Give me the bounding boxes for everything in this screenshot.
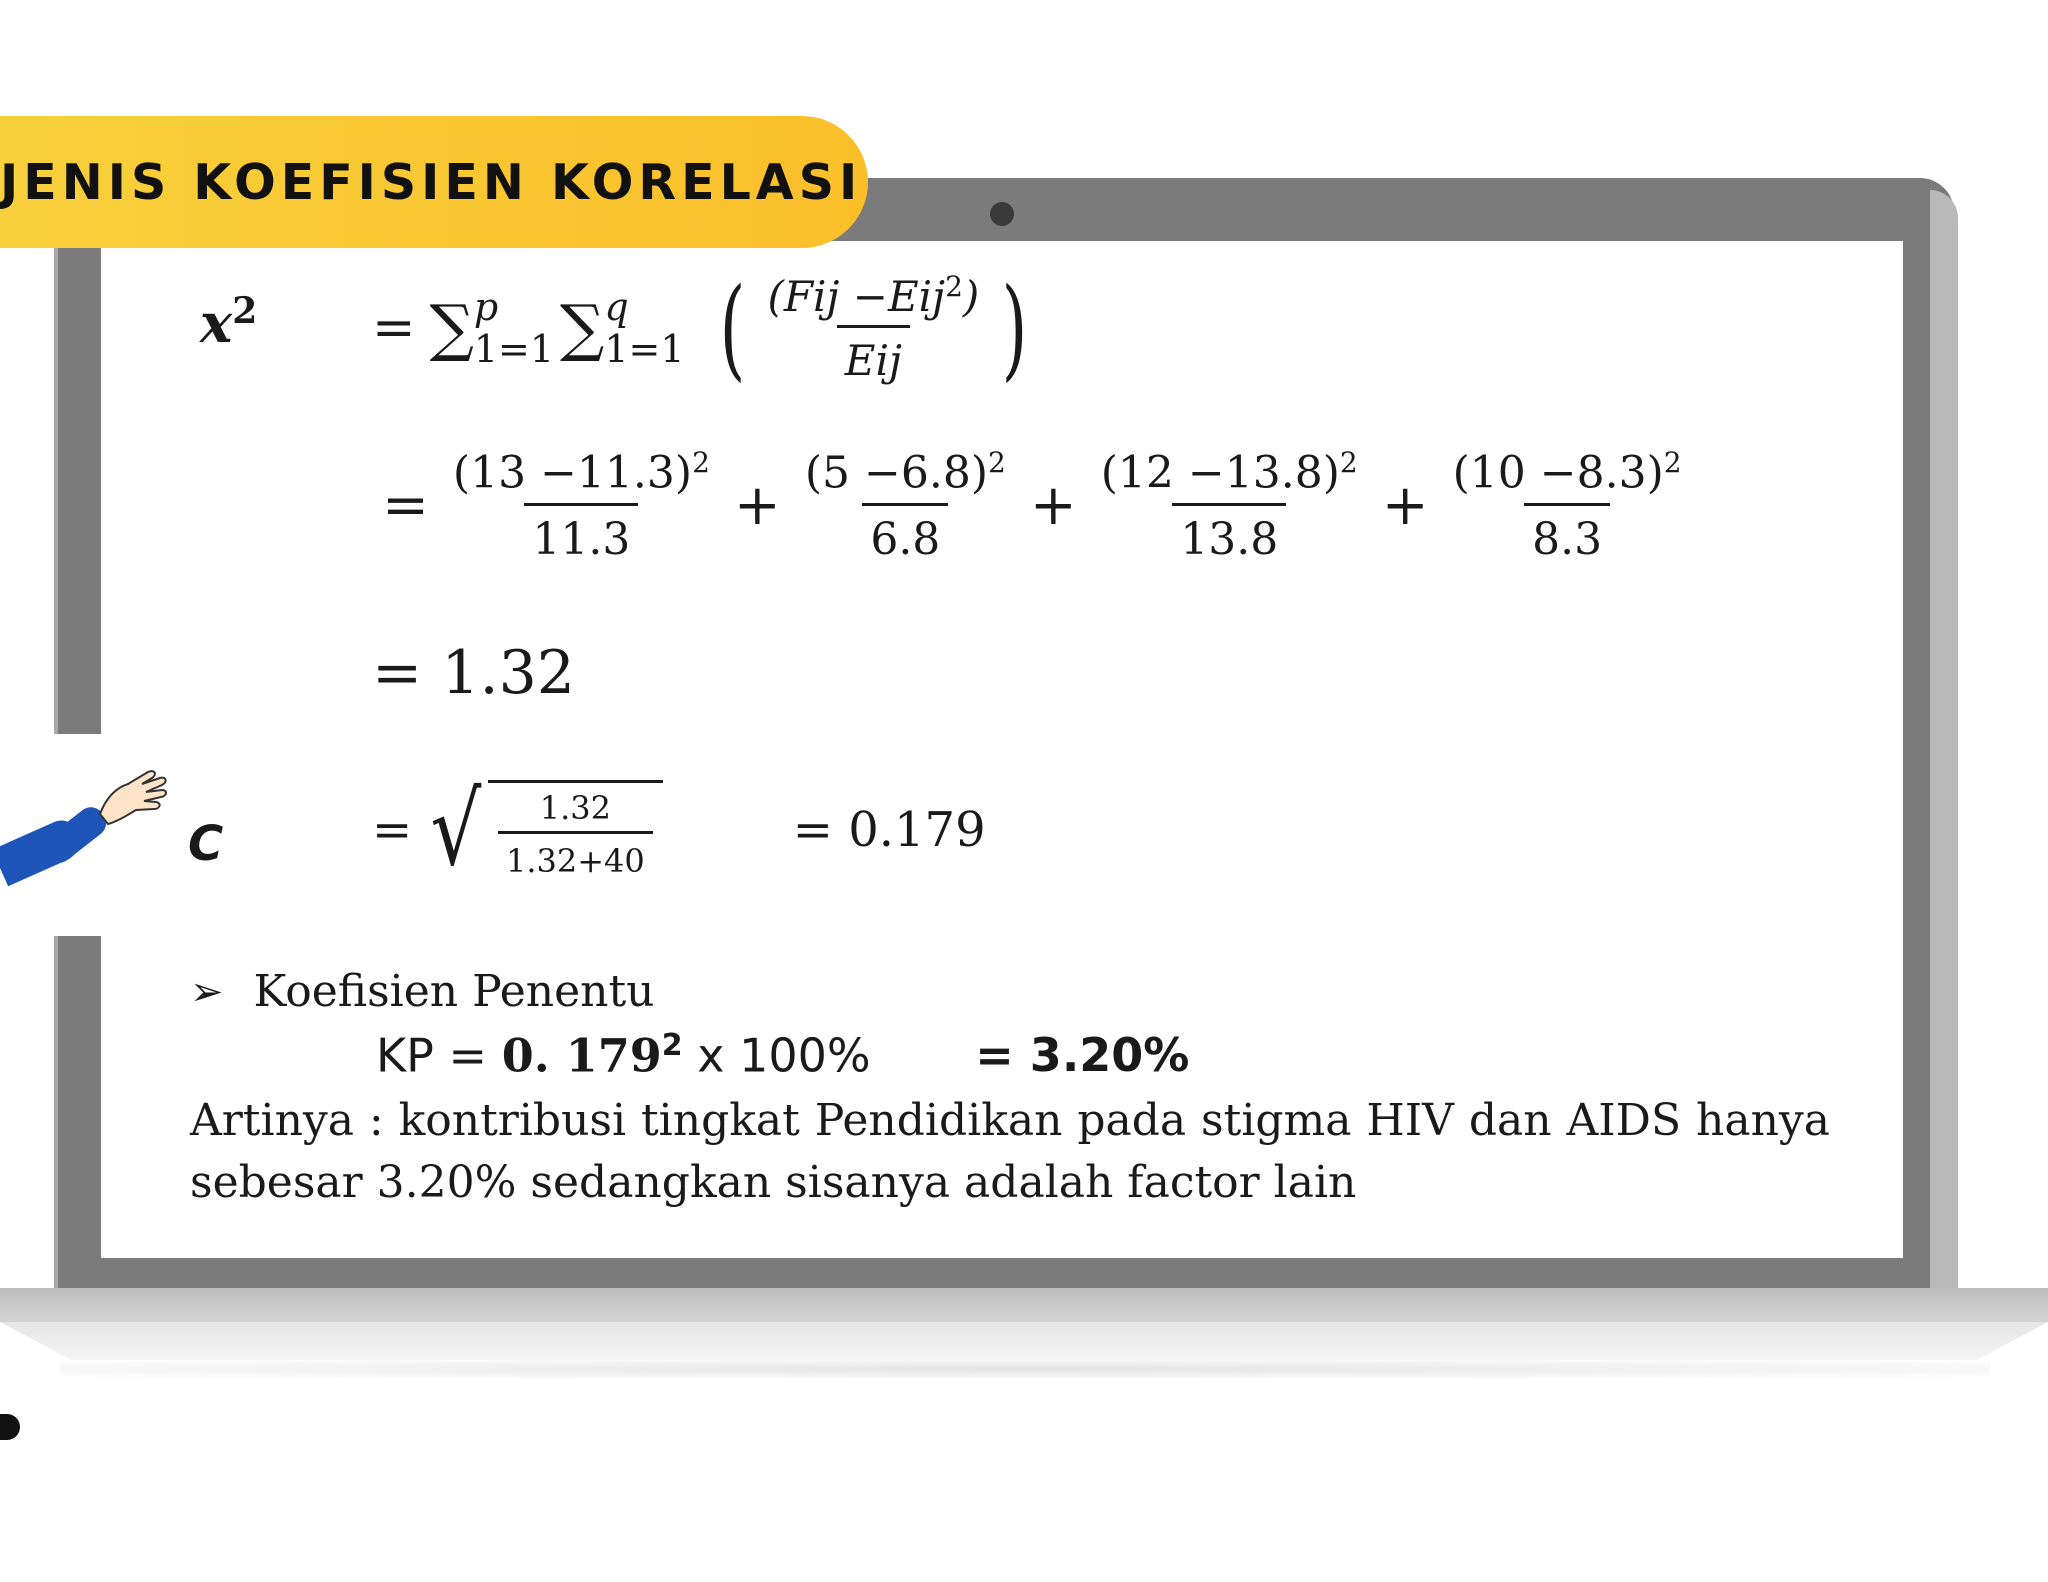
term-1: $\frac{(13 -11.3)^2}{11.3}$ — [452, 446, 710, 565]
section-heading: Koefisien Penentu — [253, 966, 655, 1017]
chi-square-result: = 1.32 — [372, 638, 575, 708]
contingency-result: = 0.179 — [792, 802, 986, 858]
term-4: $\frac{(10 -8.3)^2}{8.3}$ — [1452, 446, 1682, 565]
arrow-bullet-icon: ➢ — [190, 968, 224, 1015]
plus-sign: + — [1381, 472, 1429, 538]
sigma-symbol: ∑ — [429, 291, 474, 364]
chi-square-label: $x^2$ — [200, 290, 258, 355]
equals-sign: = — [382, 472, 429, 538]
interpretation-line-2: sebesar 3.20% sedangkan sisanya adalah factor lain — [190, 1157, 1357, 1208]
term-2: $\frac{(5 -6.8)^2}{6.8}$ — [804, 446, 1006, 565]
slide-title: JENIS KOEFISIEN KORELASI — [0, 153, 863, 211]
contingency-fraction: $\frac{1.32}{1.32+40}$ — [498, 789, 653, 880]
interpretation-line-1: Artinya : kontribusi tingkat Pendidikan pada stigma HIV dan AIDS hanya — [190, 1095, 1830, 1146]
chi-square-formula — [372, 263, 1036, 392]
kp-result: = 3.20% — [975, 1028, 1190, 1083]
radical-icon: √ — [430, 771, 482, 888]
term-3: $\frac{(12 -13.8)^2}{13.8}$ — [1100, 446, 1358, 565]
sigma-symbol: ∑ — [560, 291, 605, 364]
contingency-formula — [372, 771, 986, 888]
title-banner — [0, 116, 868, 248]
character-shoe — [0, 1414, 20, 1440]
pointing-hand-icon — [96, 764, 168, 826]
sigma-limits-q: q 1=1 — [604, 284, 685, 371]
laptop-shadow — [60, 1360, 1990, 1378]
chi-square-fraction: $\frac{(Fij -Eij^2)}{\text{Eij}}$ — [767, 270, 980, 385]
laptop-base — [0, 1288, 2048, 1322]
square-root — [424, 771, 663, 888]
bullet-heading — [190, 966, 655, 1017]
plus-sign: + — [733, 472, 781, 538]
close-paren: ) — [1001, 263, 1028, 392]
kp-formula: KP = 0. $179^2$ x 100% = 3.20% — [376, 1028, 1190, 1083]
equals-sign: = — [372, 802, 413, 858]
contingency-label: C — [188, 816, 224, 872]
webcam-dot — [990, 202, 1014, 226]
equals-sign: = — [372, 297, 416, 358]
interpretation-text — [190, 1090, 1830, 1214]
laptop-frame-edge — [1930, 190, 1958, 1290]
plus-sign: + — [1029, 472, 1077, 538]
open-paren: ( — [719, 263, 745, 392]
laptop-base-lower — [0, 1322, 2048, 1360]
sigma-limits-p: p 1=1 — [473, 284, 555, 371]
expanded-sum — [372, 446, 1696, 565]
